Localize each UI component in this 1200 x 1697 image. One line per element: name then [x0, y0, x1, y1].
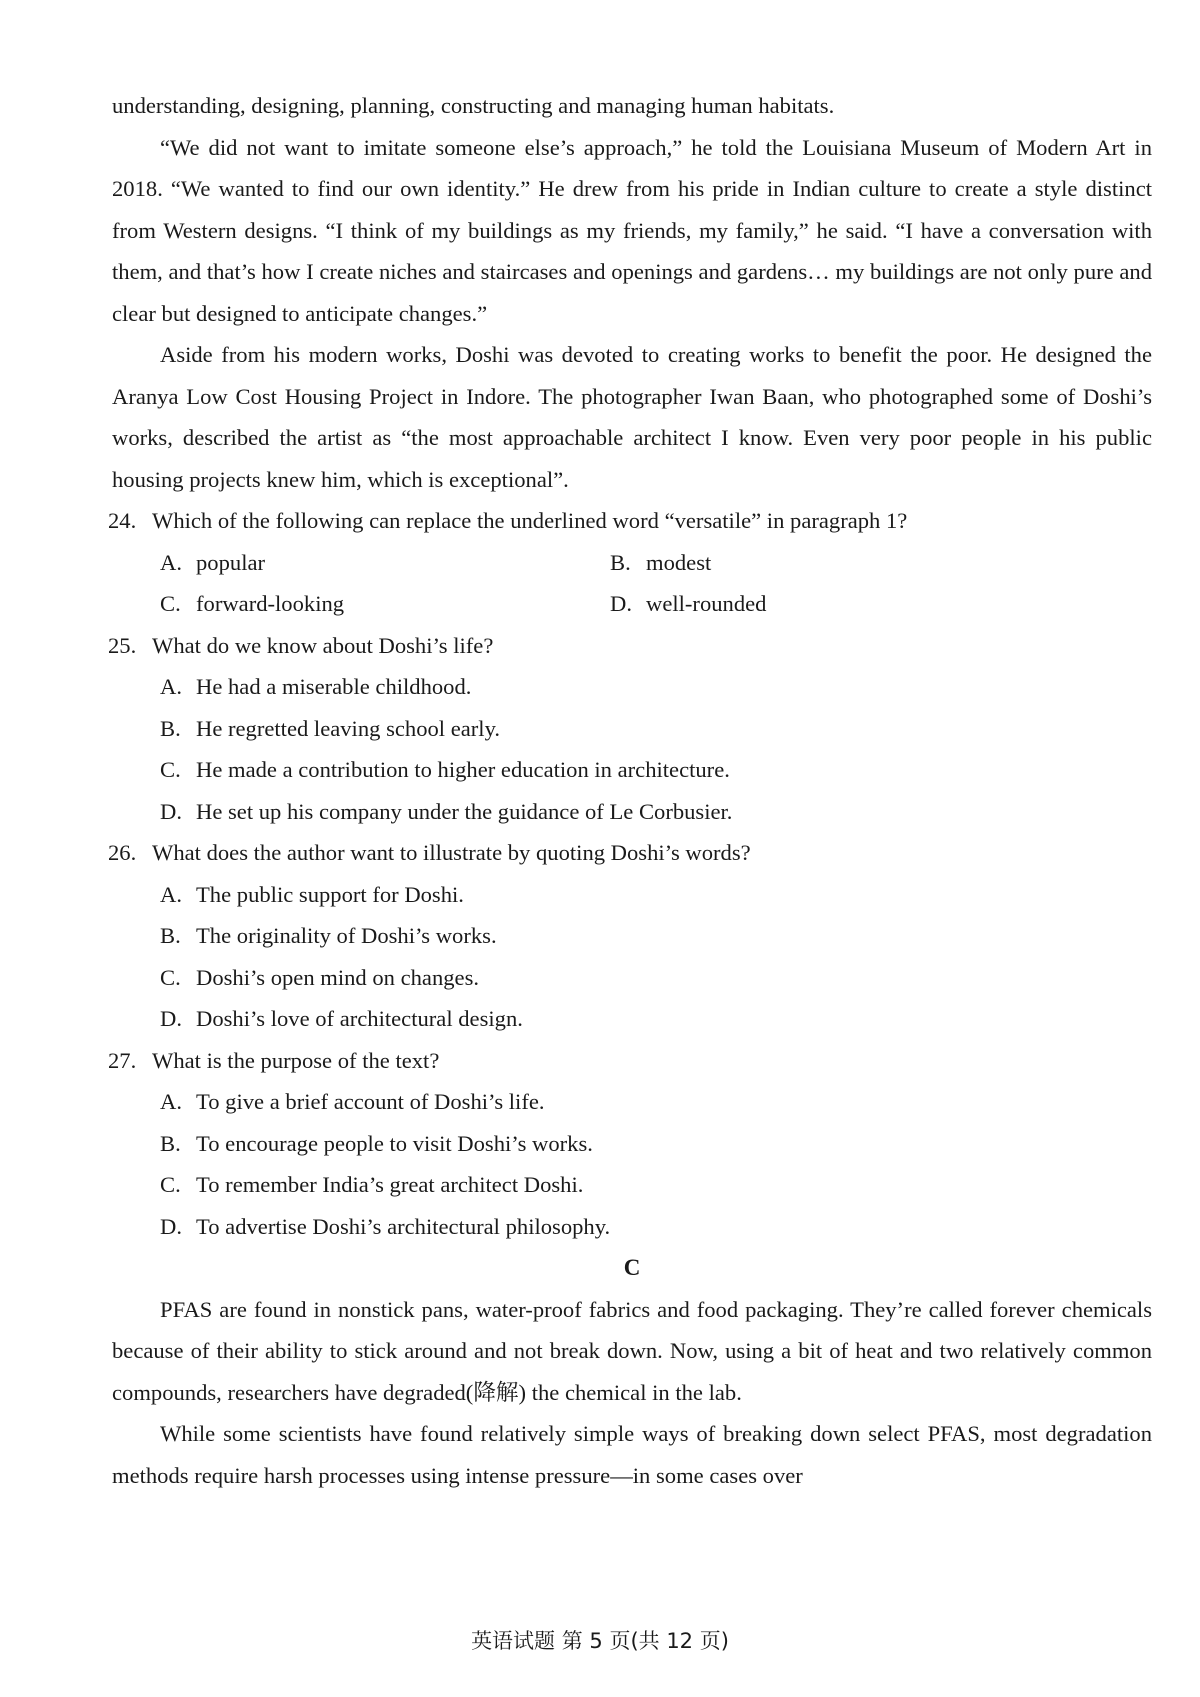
passage-b-paragraph-2: “We did not want to imitate someone else’s approach,” he told the Louisiana Museum of Modern Art in 2018. “We wanted to find our own identity.” He drew from his pride in Indian culture to create a style distinct from Western designs. “I think of my buildings as my friends, my family,” he said. “I have a conversation with them, and that’s how I create niches and staircases and openings and gardens… my buildings are not only pure and clear but designed to anticipate changes.”: [112, 134, 1152, 326]
passage-c-paragraph-1: PFAS are found in nonstick pans, water-proof fabrics and food packaging. They’re called forever chemicals because of their ability to stick around and not break down. Now, using a bit of heat and two relatively common compounds, researchers have degraded(降解) the chemical in the lab.: [112, 1296, 1152, 1405]
options: [112, 666, 1152, 832]
question-number: 27.: [108, 1047, 137, 1073]
option-c: C. Doshi’s open mind on changes.: [160, 964, 480, 990]
options: [112, 874, 1152, 1040]
question-text: Which of the following can replace the underlined word “versatile” in paragraph 1?: [152, 508, 908, 533]
passage-b-paragraph-3: Aside from his modern works, Doshi was devoted to creating works to benefit the poor. He designed the Aranya Low Cost Housing Project in Indore. The photographer Iwan Baan, who photographed some of Doshi’s works, described the artist as “the most approachable architect I know. Even very poor people in his public housing projects knew him, which is exceptional”.: [112, 342, 1152, 492]
question-number: 25.: [108, 632, 137, 658]
passage-b-paragraph-1: understanding, designing, planning, constructing and managing human habitats.: [112, 93, 835, 118]
option-c: C. To remember India’s great architect Doshi.: [160, 1172, 584, 1197]
option-c: C. He made a contribution to higher education in architecture.: [160, 757, 730, 782]
options: [112, 542, 1152, 625]
question-text: What is the purpose of the text?: [152, 1047, 440, 1073]
question-stem: [108, 832, 1152, 874]
option-b: B. To encourage people to visit Doshi’s works.: [160, 1130, 593, 1156]
option-d: D. He set up his company under the guidance of Le Corbusier.: [160, 798, 733, 824]
question-stem: [108, 625, 1152, 667]
options: [112, 1081, 1152, 1247]
option-b: B. The originality of Doshi’s works.: [160, 923, 497, 948]
option-b: B. He regretted leaving school early.: [160, 715, 501, 741]
question-number: 24.: [108, 508, 137, 533]
option-d: D. To advertise Doshi’s architectural philosophy.: [160, 1213, 611, 1239]
option-a: A. popular: [160, 549, 266, 575]
question-26: [108, 832, 1152, 1040]
option-a: A. To give a brief account of Doshi’s life.: [160, 1089, 545, 1114]
option-a: A. The public support for Doshi.: [160, 881, 464, 907]
passage-c-paragraph-2: While some scientists have found relatively simple ways of breaking down select PFAS, most degradation methods require harsh processes using intense pressure—in some cases over: [112, 1421, 1152, 1488]
question-stem: [108, 500, 1152, 542]
question-25: [108, 625, 1152, 833]
section-heading: C: [623, 1255, 641, 1280]
question-number: 26.: [108, 840, 137, 865]
question-stem: [108, 1040, 1152, 1082]
option-d: D. Doshi’s love of architectural design.: [160, 1006, 523, 1031]
option-d: D. well-rounded: [610, 591, 767, 616]
option-c: C. forward-looking: [160, 591, 345, 616]
page-footer: 英语试题 第 5 页(共 12 页): [471, 1629, 729, 1653]
option-b: B. modest: [610, 549, 712, 575]
question-text: What do we know about Doshi’s life?: [152, 632, 494, 658]
question-24: [108, 500, 1152, 625]
question-text: What does the author want to illustrate by quoting Doshi’s words?: [152, 840, 751, 865]
question-27: [108, 1040, 1152, 1248]
option-a: A. He had a miserable childhood.: [160, 674, 472, 699]
